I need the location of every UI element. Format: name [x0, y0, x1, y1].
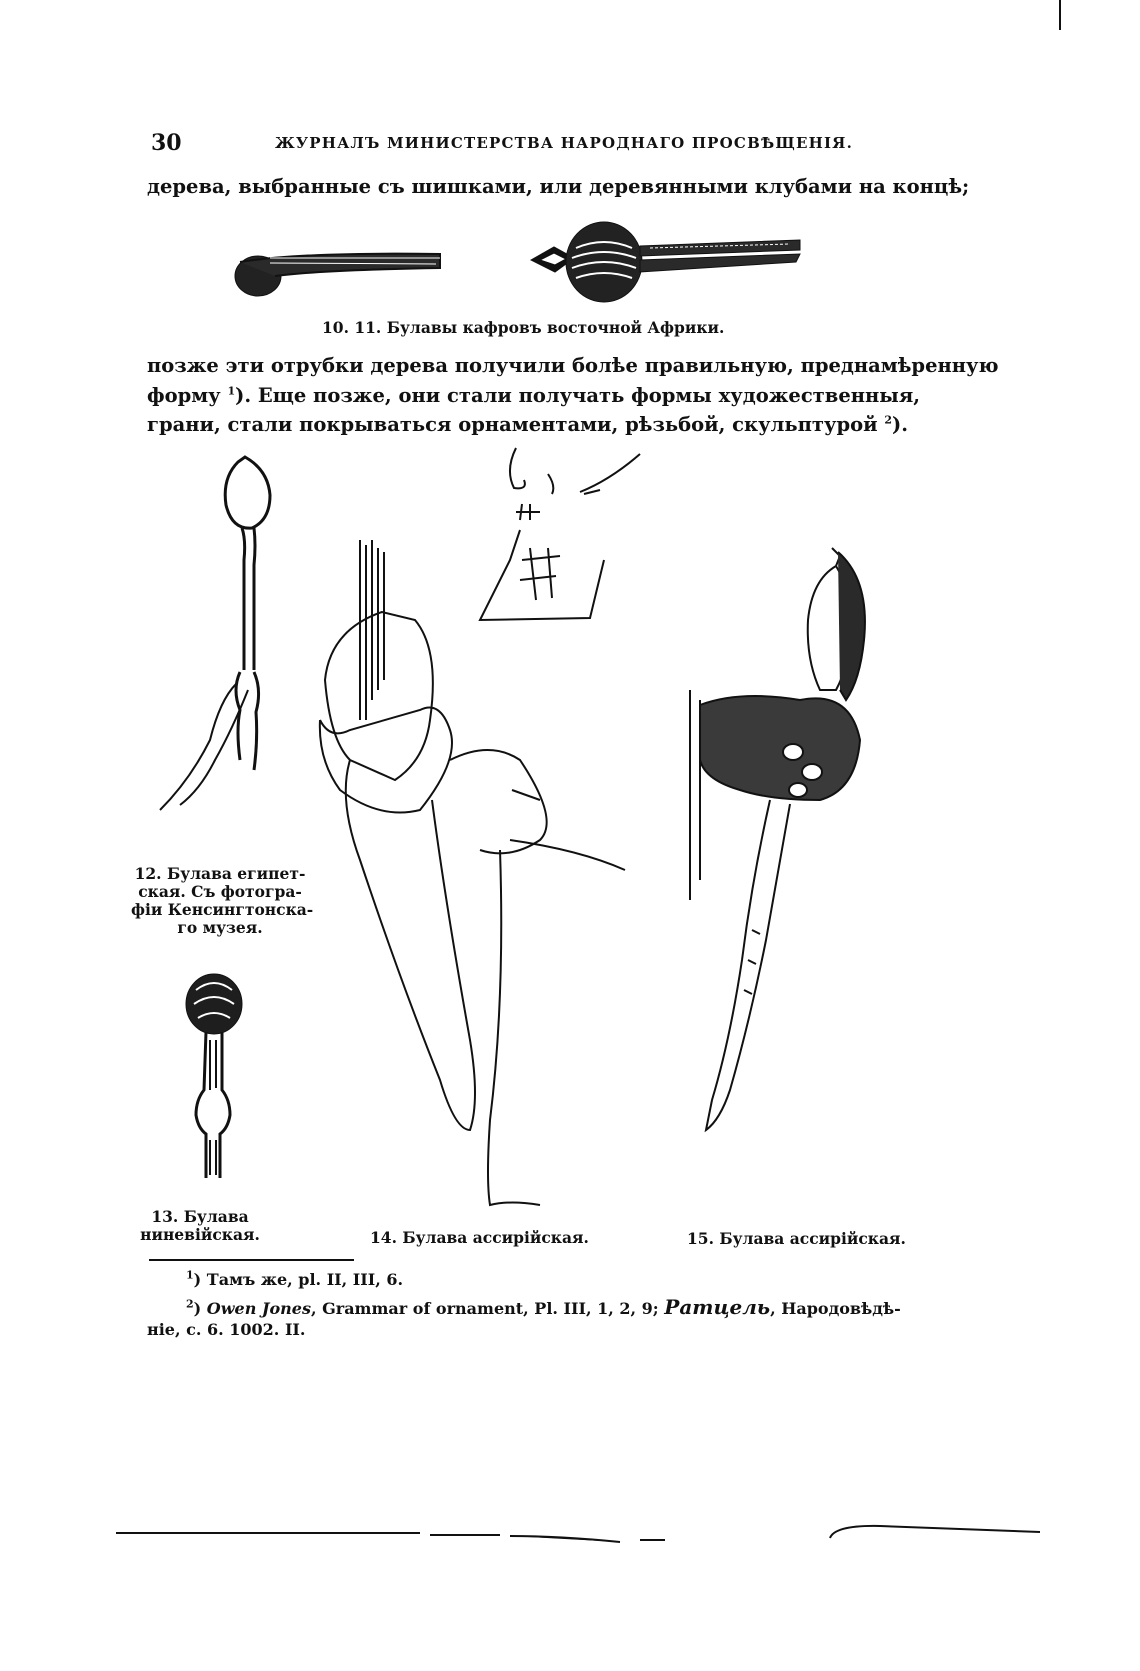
body-text-segment: ). Еще позже, они стали получать формы художественныя,	[235, 384, 921, 407]
caption-line: го музея.	[177, 918, 263, 937]
caption-line: ниневійская.	[140, 1225, 260, 1244]
footnote-mark: 2	[186, 1297, 194, 1311]
mace-illustration-13	[186, 974, 242, 1178]
body-line-1: дерева, выбранные съ шишками, или деревянными клубами на концѣ;	[147, 175, 970, 198]
caption-fig-12	[131, 864, 314, 937]
scan-edge-bottom	[116, 1533, 665, 1542]
footnote-mark: 1	[186, 1268, 194, 1282]
mace-illustration-10	[235, 254, 440, 296]
mace-illustration-11	[531, 222, 800, 302]
footnote-2-continued: ніе, с. 6. 1002. II.	[147, 1320, 306, 1339]
footnote-text: ) Тамъ же, pl. II, III, 6.	[193, 1270, 404, 1289]
running-title: ЖУРНАЛЪ МИНИСТЕРСТВА НАРОДНАГО ПРОСВѢЩЕНІЯ.	[275, 134, 854, 152]
caption-line: 13. Булава	[151, 1207, 249, 1226]
mace-illustration-12	[160, 457, 270, 810]
body-line-4	[147, 413, 908, 436]
footnote-1	[186, 1270, 403, 1289]
footnote-text: , Grammar of ornament, Pl. III, 1, 2, 9;	[310, 1299, 659, 1318]
body-line-2: позже эти отрубки дерева получили болѣе правильную, преднамѣренную	[147, 354, 999, 377]
body-text-segment: ).	[892, 413, 909, 436]
caption-fig-15: 15. Булава ассирійская.	[687, 1229, 906, 1248]
caption-fig-13	[140, 1208, 260, 1244]
body-line-3	[147, 384, 921, 407]
footnote-author: Owen Jones	[206, 1299, 311, 1318]
body-text-segment: форму	[147, 384, 228, 407]
handwritten-annotation: Ратцель	[664, 1295, 771, 1319]
footnote-ref-2: 2	[884, 413, 892, 427]
footnote-ref-1: 1	[227, 384, 236, 398]
caption-fig-10-11: 10. 11. Булавы кафровъ восточной Африки.	[322, 318, 725, 337]
mace-illustration-14	[320, 448, 640, 1205]
caption-line: 12. Булава египет-	[134, 864, 306, 883]
scan-edge-bottom-right	[830, 1526, 1040, 1538]
caption-line: ская. Съ фотогра-	[138, 882, 302, 901]
mace-illustration-15	[690, 548, 865, 1130]
caption-line: фіи Кенсингтонска-	[131, 900, 314, 919]
footnote-text: , Народовѣдѣ-	[770, 1299, 901, 1318]
footnote-2: $^2$) Owen Jones, Grammar of ornament, Pl. III, 1, 2, 9; Ратцель, Народовѣдѣ-	[186, 1295, 901, 1319]
page-number: 30	[151, 130, 182, 156]
caption-fig-14: 14. Булава ассирійская.	[370, 1228, 589, 1247]
body-text-segment: грани, стали покрываться орнаментами, рѣзьбой, скульптурой	[147, 413, 885, 436]
